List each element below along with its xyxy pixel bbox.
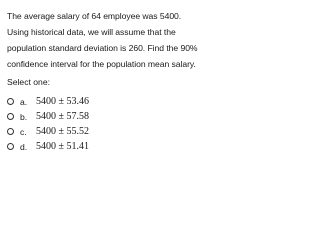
option-a[interactable]	[7, 94, 195, 109]
radio-button[interactable]	[7, 98, 14, 105]
option-letter: a.	[20, 96, 28, 107]
question-text	[7, 8, 197, 72]
option-value: 5400 ± 55.52	[36, 126, 89, 137]
answer-options	[7, 94, 195, 154]
radio-button[interactable]	[7, 128, 14, 135]
option-value: 5400 ± 51.41	[36, 141, 89, 152]
option-letter: d.	[20, 141, 28, 152]
option-letter: b.	[20, 111, 28, 122]
option-value: 5400 ± 57.58	[36, 111, 89, 122]
question-line: Using historical data, we will assume that the	[7, 27, 176, 37]
radio-button[interactable]	[7, 143, 14, 150]
option-letter: c.	[20, 126, 27, 137]
option-d[interactable]	[7, 139, 195, 154]
question-line: confidence interval for the population mean salary.	[7, 59, 196, 69]
radio-button[interactable]	[7, 113, 14, 120]
option-c[interactable]	[7, 124, 195, 139]
option-value: 5400 ± 53.46	[36, 96, 89, 107]
select-one-prompt: Select one:	[7, 77, 50, 87]
question-line: The average salary of 64 employee was 5400.	[7, 11, 182, 21]
option-b[interactable]	[7, 109, 195, 124]
question-line: population standard deviation is 260. Find the 90%	[7, 43, 198, 53]
